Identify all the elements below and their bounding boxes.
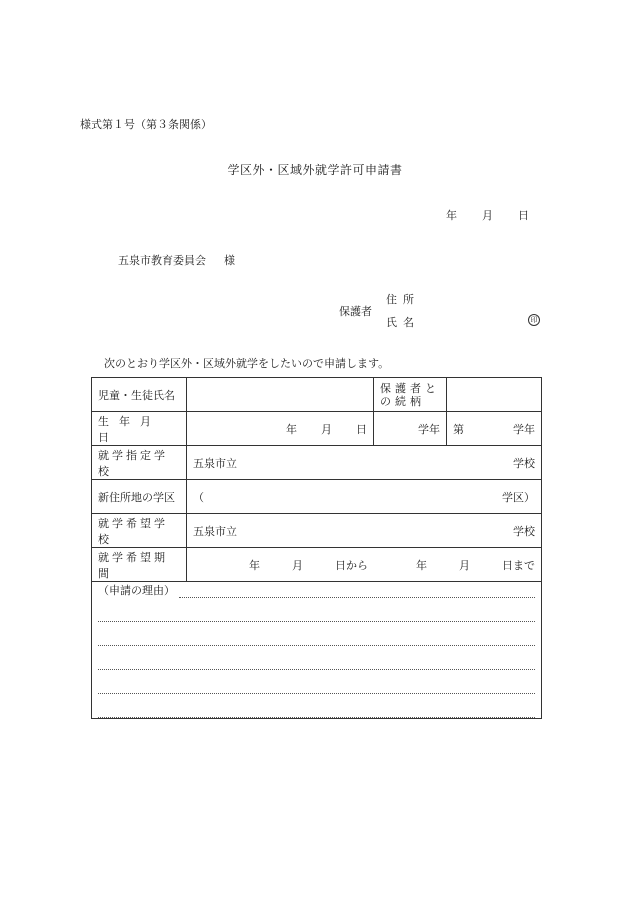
school-grade-field[interactable] bbox=[447, 412, 542, 446]
date-day-label: 日 bbox=[518, 209, 529, 222]
guardian-name-label: 氏名 bbox=[386, 316, 420, 329]
grade-field[interactable] bbox=[374, 412, 447, 446]
reason-field[interactable] bbox=[92, 582, 542, 719]
designated-school-field[interactable] bbox=[187, 446, 542, 480]
seal-mark: 印 bbox=[528, 314, 540, 326]
reason-dotted-line bbox=[98, 694, 535, 718]
district-paren-open: （ bbox=[193, 490, 204, 504]
table-row bbox=[92, 412, 542, 446]
document-title: 学区外・区域外就学許可申請書 bbox=[227, 163, 403, 177]
application-table bbox=[91, 377, 542, 719]
addressee bbox=[118, 252, 235, 268]
reason-dotted-line bbox=[179, 585, 535, 598]
table-row bbox=[92, 548, 542, 582]
grade-label: 学年 bbox=[418, 422, 440, 436]
relation-label-line1: 保護者と bbox=[380, 381, 440, 395]
desired-school-field[interactable] bbox=[187, 514, 542, 548]
table-row bbox=[92, 480, 542, 514]
table-row bbox=[92, 378, 542, 412]
birth-year: 年 bbox=[286, 422, 297, 436]
form-number: 様式第１号（第３条関係） bbox=[80, 118, 212, 131]
period-from-day: 日から bbox=[335, 558, 368, 572]
relation-field[interactable] bbox=[447, 378, 542, 412]
birth-date-field[interactable] bbox=[187, 412, 374, 446]
relation-label bbox=[374, 378, 447, 412]
birth-month: 月 bbox=[321, 422, 332, 436]
reason-dotted-line bbox=[98, 670, 535, 694]
date-month-label: 月 bbox=[482, 209, 493, 222]
period-to-year: 年 bbox=[416, 558, 427, 572]
desired-period-field[interactable] bbox=[187, 548, 542, 582]
reason-dotted-line bbox=[98, 622, 535, 646]
desired-period-label: 就学希望期間 bbox=[92, 548, 187, 582]
addressee-name: 五泉市教育委員会 bbox=[118, 254, 206, 267]
new-district-field[interactable] bbox=[187, 480, 542, 514]
table-row bbox=[92, 582, 542, 719]
addressee-honorific: 様 bbox=[224, 254, 235, 267]
guardian-address-label: 住所 bbox=[386, 293, 420, 306]
period-to-day: 日まで bbox=[502, 558, 535, 572]
period-from-month: 月 bbox=[292, 558, 303, 572]
guardian-label: 保護者 bbox=[339, 305, 372, 318]
desired-school-suffix: 学校 bbox=[513, 524, 535, 538]
reason-dotted-line bbox=[98, 646, 535, 670]
desired-city-prefix: 五泉市立 bbox=[193, 524, 237, 538]
reason-dotted-line bbox=[98, 598, 535, 622]
grade-prefix: 第 bbox=[453, 422, 464, 436]
designated-school-suffix: 学校 bbox=[513, 456, 535, 470]
table-row bbox=[92, 446, 542, 480]
desired-school-label: 就学希望学校 bbox=[92, 514, 187, 548]
birth-day: 日 bbox=[356, 422, 367, 436]
reason-label: （申請の理由） bbox=[98, 584, 175, 597]
date-year-label: 年 bbox=[446, 209, 457, 222]
designated-school-label: 就学指定学校 bbox=[92, 446, 187, 480]
table-row bbox=[92, 514, 542, 548]
designated-city-prefix: 五泉市立 bbox=[193, 456, 237, 470]
new-district-label: 新住所地の学区 bbox=[92, 480, 187, 514]
birth-date-label: 生年月日 bbox=[92, 412, 187, 446]
relation-label-line2: の続柄 bbox=[380, 394, 425, 408]
intro-text: 次のとおり学区外・区域外就学をしたいので申請します。 bbox=[104, 357, 390, 370]
student-name-label: 児童・生徒氏名 bbox=[92, 378, 187, 412]
period-to-month: 月 bbox=[459, 558, 470, 572]
district-suffix: 学区） bbox=[502, 490, 535, 504]
period-from-year: 年 bbox=[249, 558, 260, 572]
grade-suffix: 学年 bbox=[513, 422, 535, 436]
student-name-field[interactable] bbox=[187, 378, 374, 412]
